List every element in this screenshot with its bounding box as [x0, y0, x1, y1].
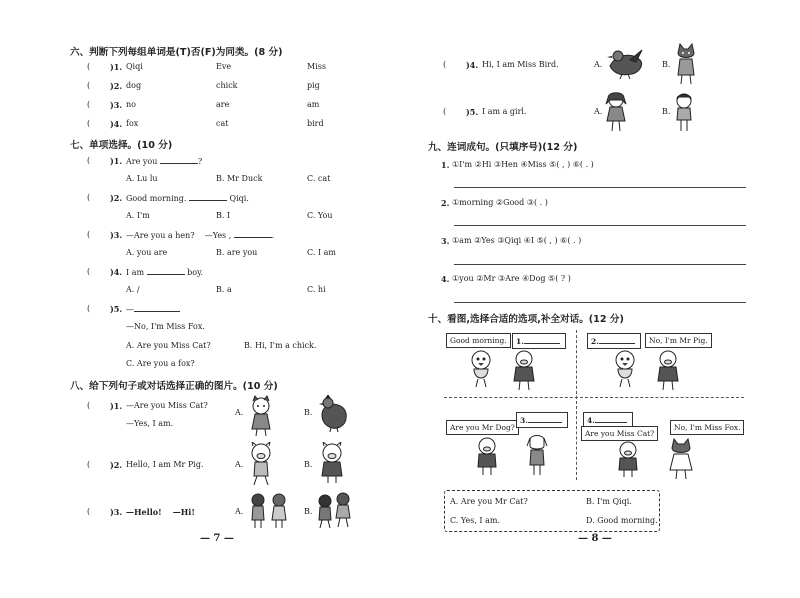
chick-character — [466, 349, 496, 389]
speech-bubble-blank[interactable]: 4. — [583, 412, 633, 428]
answer-blank[interactable] — [160, 156, 198, 164]
paren-left: ( — [87, 100, 91, 109]
question-line1: Hi, I am Miss Bird. — [482, 60, 559, 69]
section-7-title: 七、单项选择。(10 分) — [70, 140, 173, 151]
word: bird — [307, 119, 324, 128]
question-number: )1. — [110, 401, 123, 411]
option-a: A. / — [126, 285, 140, 294]
paren-left: ( — [87, 193, 91, 202]
word: chick — [216, 81, 238, 90]
option-b: B. are you — [216, 248, 258, 257]
section-9-title: 九、连词成句。(只填序号)(12 分) — [428, 142, 578, 153]
choice-b-label: B. — [662, 107, 671, 116]
chick-character — [610, 349, 640, 389]
option-c: C. Yes, I am. — [450, 516, 501, 525]
question-number: )3. — [110, 100, 123, 110]
word-list: ①am ②Yes ③Qiqi ④I ⑤( , ) ⑥( . ) — [452, 236, 582, 245]
option-b: B. I — [216, 211, 231, 220]
question-number: )5. — [466, 107, 479, 117]
section-8-title: 八、给下列句子或对话选择正确的图片。(10 分) — [70, 381, 278, 392]
scene-divider-h — [444, 397, 744, 398]
two-children-picture-b[interactable] — [314, 492, 354, 530]
question-number: )3. — [110, 230, 123, 240]
question-number: 1. — [441, 160, 450, 170]
option-c: C. You — [307, 211, 333, 220]
question-number: )2. — [110, 81, 123, 91]
section-10-title: 十、看图,选择合适的选项,补全对话。(12 分) — [428, 314, 624, 325]
paren-left: ( — [87, 62, 91, 71]
paren-left: ( — [87, 304, 91, 313]
bird-picture-a[interactable] — [606, 46, 646, 80]
page-number-right: — 8 — — [578, 533, 612, 544]
question-number: 4. — [441, 274, 450, 284]
word: Miss — [307, 62, 326, 71]
answer-line[interactable] — [454, 187, 746, 188]
word-list: ①I'm ②Hi ③Hen ④Miss ⑤( , ) ⑥( . ) — [452, 160, 594, 169]
choice-b-label: B. — [304, 507, 313, 516]
question-number: )1. — [110, 156, 123, 166]
question-number: )2. — [110, 460, 123, 470]
option-b: B. I'm Qiqi. — [586, 497, 632, 506]
option-a: A. Are you Miss Cat? — [126, 341, 211, 350]
paren-left: ( — [443, 107, 447, 116]
word: Eve — [216, 62, 232, 71]
question-number: )4. — [466, 60, 479, 70]
answer-blank[interactable] — [234, 230, 272, 238]
option-b: B. a — [216, 285, 232, 294]
question-number: )4. — [110, 119, 123, 129]
choice-a-label: A. — [235, 507, 244, 516]
fox-character — [668, 438, 694, 480]
hen-picture[interactable] — [316, 395, 352, 433]
answer-blank[interactable] — [134, 304, 180, 312]
paren-left: ( — [443, 60, 447, 69]
fox-picture-b[interactable] — [674, 43, 698, 85]
paren-left: ( — [87, 230, 91, 239]
question-stem: —Are you a hen? —Yes , . — [126, 231, 275, 240]
speech-bubble: No, I'm Miss Fox. — [670, 420, 744, 435]
boy-picture-b[interactable] — [672, 92, 696, 132]
speech-bubble: No, I'm Mr Pig. — [645, 333, 712, 348]
speech-bubble-blank[interactable]: 3. — [516, 412, 568, 428]
option-a: A. I'm — [126, 211, 150, 220]
dog-character — [526, 432, 548, 476]
option-c: C. cat — [307, 174, 331, 183]
option-b: B. Hi, I'm a chick. — [244, 341, 317, 350]
word: cat — [216, 119, 229, 128]
answer-blank[interactable] — [189, 193, 227, 201]
question-line2: —Yes, I am. — [126, 419, 174, 428]
two-children-picture-a[interactable] — [246, 492, 292, 530]
pig-character — [615, 440, 641, 478]
word: dog — [126, 81, 142, 90]
option-a: A. Lu lu — [126, 174, 158, 183]
paren-left: ( — [87, 507, 91, 516]
question-number: 3. — [441, 236, 450, 246]
choice-a-label: A. — [594, 60, 603, 69]
word-list: ①you ②Mr ③Are ④Dog ⑤( ? ) — [452, 274, 571, 283]
question-stem: Good morning. Qiqi. — [126, 194, 249, 203]
paren-left: ( — [87, 267, 91, 276]
option-b: B. Mr Duck — [216, 174, 263, 183]
paren-left: ( — [87, 156, 91, 165]
cat-girl-picture[interactable] — [246, 395, 276, 437]
speech-bubble: Are you Miss Cat? — [581, 426, 658, 441]
option-a: A. Are you Mr Cat? — [450, 497, 528, 506]
choice-a-label: A. — [235, 460, 244, 469]
section-6-title: 六、判断下列每组单词是(T)否(F)为同类。(8 分) — [70, 47, 283, 58]
word: Qiqi — [126, 62, 143, 71]
paren-left: ( — [87, 401, 91, 410]
question-number: 2. — [441, 198, 450, 208]
word: pig — [307, 81, 320, 90]
paren-left: ( — [87, 460, 91, 469]
option-a: A. you are — [126, 248, 168, 257]
speech-bubble: Good morning. — [446, 333, 511, 348]
question-line1: —Hello! —Hi! — [126, 507, 195, 517]
option-c: C. I am — [307, 248, 336, 257]
paren-left: ( — [87, 119, 91, 128]
word: fox — [126, 119, 139, 128]
word-list: ①morning ②Good ③( . ) — [452, 198, 548, 207]
pig-picture-a[interactable] — [246, 442, 276, 486]
question-number: )4. — [110, 267, 123, 277]
pig-picture-b[interactable] — [316, 442, 348, 484]
option-c: C. hi — [307, 285, 326, 294]
question-number: )2. — [110, 193, 123, 203]
page-number-left: — 7 — — [200, 533, 234, 544]
answer-line[interactable] — [454, 264, 746, 265]
choice-b-label: B. — [304, 460, 313, 469]
paren-left: ( — [87, 81, 91, 90]
question-stem: I am boy. — [126, 268, 204, 277]
option-c: C. Are you a fox? — [126, 359, 195, 368]
pig-character — [510, 349, 538, 391]
choice-b-label: B. — [662, 60, 671, 69]
choice-b-label: B. — [304, 408, 313, 417]
question-number: )3. — [110, 507, 123, 517]
answer-line[interactable] — [454, 225, 746, 226]
speech-bubble-blank[interactable]: 2. — [587, 333, 641, 349]
word: are — [216, 100, 230, 109]
question-number: )1. — [110, 62, 123, 72]
choice-a-label: A. — [235, 408, 244, 417]
girl-picture-a[interactable] — [603, 91, 629, 133]
word: am — [307, 100, 320, 109]
choice-a-label: A. — [594, 107, 603, 116]
question-stem: Are you ? — [126, 157, 203, 166]
pig-character — [654, 349, 682, 391]
speech-bubble: Are you Mr Dog? — [446, 420, 519, 435]
question-line1: I am a girl. — [482, 107, 527, 116]
speech-bubble-blank[interactable]: 1. — [512, 333, 566, 349]
answer-blank[interactable] — [147, 267, 185, 275]
scene-divider-v — [576, 330, 577, 480]
pig-character — [474, 436, 500, 476]
answer-line[interactable] — [454, 302, 746, 303]
question-line1: Hello, I am Mr Pig. — [126, 460, 204, 469]
question-line2: —No, I'm Miss Fox. — [126, 322, 205, 331]
option-d: D. Good morning. — [586, 516, 658, 525]
question-number: )5. — [110, 304, 123, 314]
question-stem: — — [126, 304, 180, 314]
word: no — [126, 100, 136, 109]
question-line1: —Are you Miss Cat? — [126, 401, 208, 410]
